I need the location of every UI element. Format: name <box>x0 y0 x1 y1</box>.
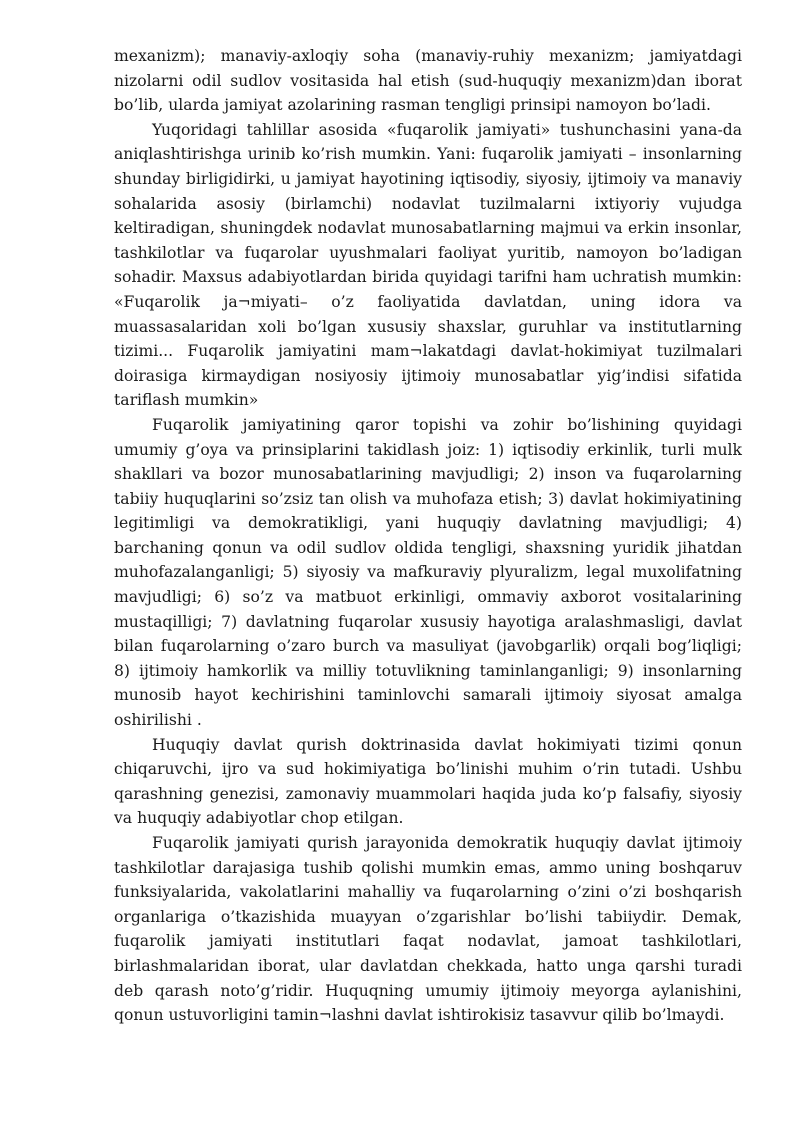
paragraph-civil-society-definition: Yuqoridagi tahlillar asosida «fuqarolik jamiyati» tushunchasini yana-da aniqlashtirishga urinib ko’rish mumkin. Yani: fuqarolik jamiyati – insonlarning shunday birligidirki, u jamiyat hayotining iqtisodiy, siyosiy, ijtimoiy va manaviy sohalarida asosiy (birlamchi) nodavlat tuzilmalarni ixtiyoriy vujudga keltiradigan, shuningdek nodavlat munosabatlarning majmui va erkin insonlar, tashkilotlar va fuqarolar uyushmalari faoliyat yuritib, namoyon bo’ladigan sohadir. Maxsus adabiyotlardan birida quyidagi tarifni ham uchratish mumkin: «Fuqarolik ja¬miyati– o’z faoliyatida davlatdan, uning idora va muassasalaridan xoli bo’lgan xususiy shaxslar, guruhlar va institutlarning tizimi... Fuqarolik jamiyatini mam¬lakatdagi davlat-hokimiyat tuzilmalari doirasiga kirmaydigan nosiyosiy ijtimoiy munosabatlar yig’indisi sifatida tariflash mumkin» <box>114 120 742 410</box>
paragraph-principles: Fuqarolik jamiyatining qaror topishi va zohir bo’lishining quyidagi umumiy g’oya va prinsiplarini takidlash joiz: 1) iqtisodiy erkinlik, turli mulk shakllari va bozor munosabatlarining mavjudligi; 2) inson va fuqarolarning tabiiy huquqlarini so’zsiz tan olish va muhofaza etish; 3) davlat hokimiyatining legitimligi va demokratikligi, yani huquqiy davlatning mavjudligi; 4) barchaning qonun va odil sudlov oldida tengligi, shaxsning yuridik jihatdan muhofazalanganligi; 5) siyosiy va mafkuraviy plyuralizm, legal muxolifatning mavjudligi; 6) so’z va matbuot erkinligi, ommaviy axborot vositalarining mustaqilligi; 7) davlatning fuqarolar xususiy hayotiga aralashmasligi, davlat bilan fuqarolarning o’zaro burch va masuliyat (javobgarlik) orqali bog’liqligi; 8) ijtimoiy hamkorlik va milliy totuvlikning taminlanganligi; 9) insonlarning munosib hayot kechirishini taminlovchi samarali ijtimoiy siyosat amalga oshirilishi . <box>114 415 742 730</box>
paragraph-separation-of-powers: Huquqiy davlat qurish doktrinasida davlat hokimiyati tizimi qonun chiqaruvchi, ijro va sud hokimiyatiga bo’linishi muhim o’rin tutadi. Ushbu qarashning genezisi, zamonaviy muammolari haqida juda ko’p falsafiy, siyosiy va huquqiy adabiyotlar chop etilgan. <box>114 735 742 828</box>
paragraph-continuation: mexanizm); manaviy-axloqiy soha (manaviy-ruhiy mexanizm; jamiyatdagi nizolarni odil sudlov vositasida hal etish (sud-huquqiy mexanizm)dan iborat bo’lib, ularda jamiyat azolarining rasman tengligi prinsipi namoyon bo’ladi. <box>114 47 742 115</box>
document-page <box>114 44 742 1028</box>
paragraph-state-role: Fuqarolik jamiyati qurish jarayonida demokratik huquqiy davlat ijtimoiy tashkilotlar darajasiga tushib qolishi mumkin emas, ammo uning boshqaruv funksiyalarida, vakolatlarini mahalliy va fuqarolarning o’zini o’zi boshqarish organlariga o’tkazishida muayyan o’zgarishlar bo’lishi tabiiydir. Demak, fuqarolik jamiyati institutlari faqat nodavlat, jamoat tashkilotlari, birlashmalaridan iborat, ular davlatdan chekkada, hatto unga qarshi turadi deb qarash noto’g’ridir. Huquqning umumiy ijtimoiy meyorga aylanishini, qonun ustuvorligini tamin¬lashni davlat ishtirokisiz tasavvur qilib bo’lmaydi. <box>114 834 742 1025</box>
